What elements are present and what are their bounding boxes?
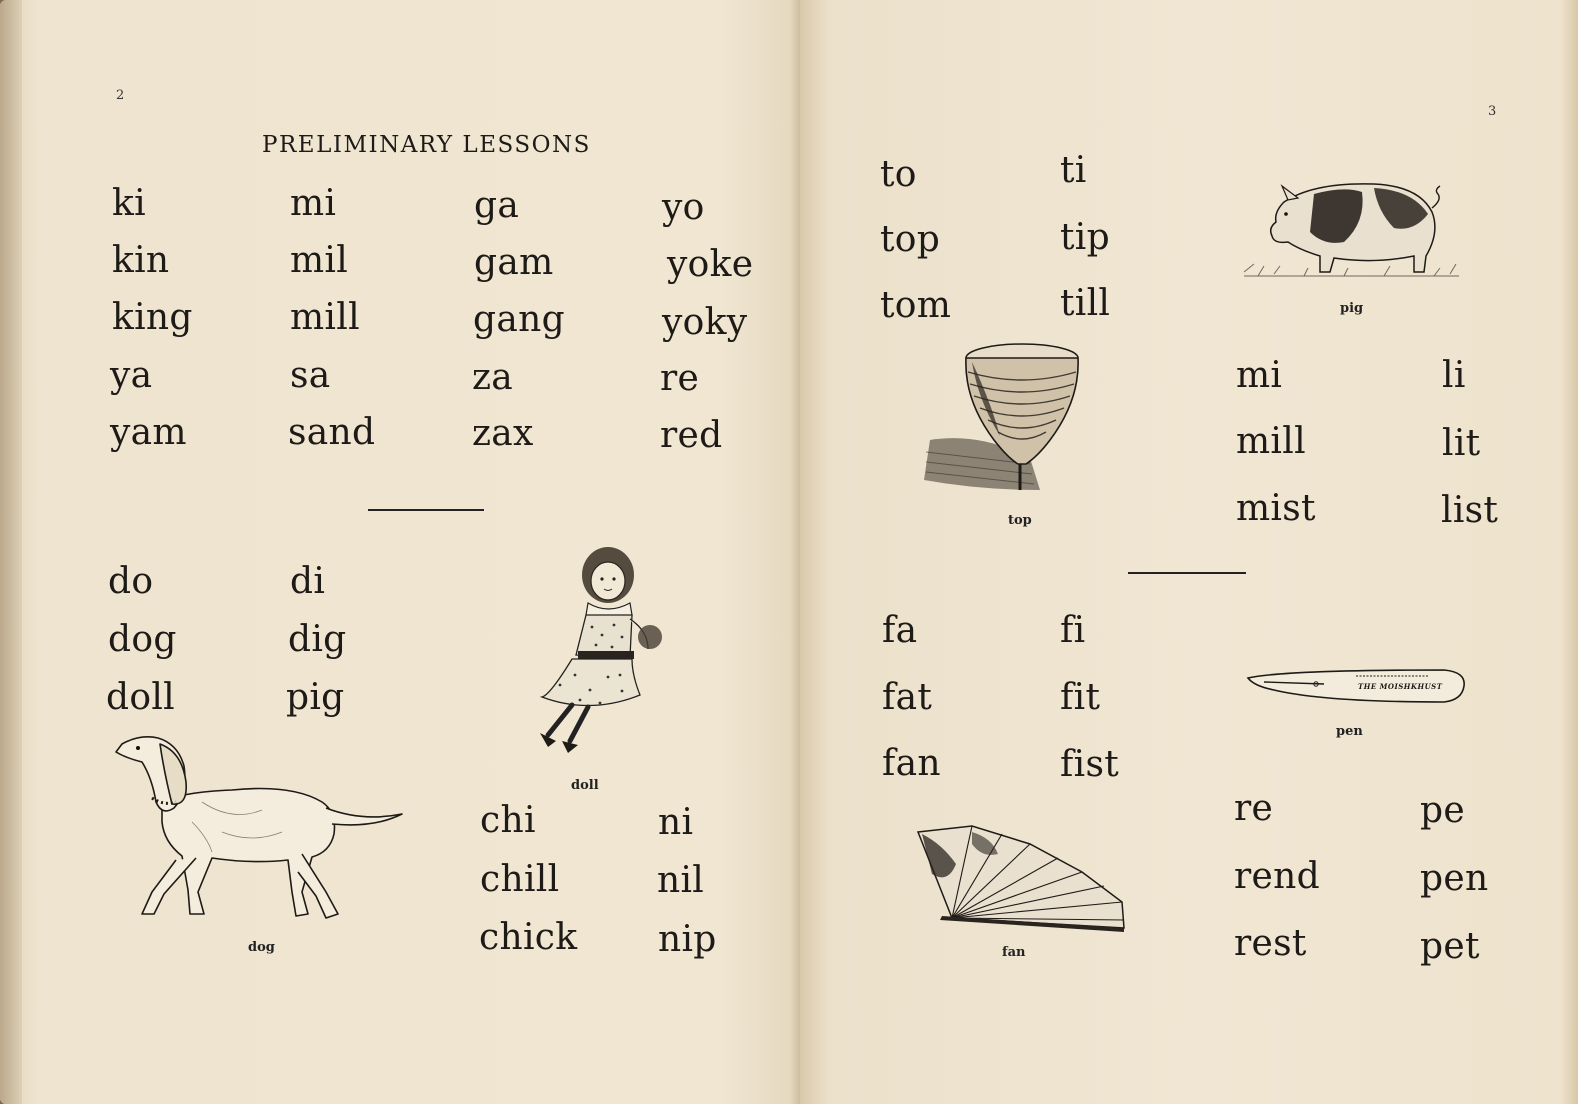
word: chill bbox=[480, 859, 560, 900]
word: till bbox=[1060, 283, 1111, 324]
word: tom bbox=[880, 285, 952, 326]
page-number-right: 3 bbox=[1488, 104, 1497, 119]
word: mi bbox=[290, 183, 337, 224]
word: pet bbox=[1420, 926, 1480, 967]
dog-illustration bbox=[112, 732, 412, 932]
word: mi bbox=[1236, 355, 1283, 396]
word: re bbox=[1234, 788, 1274, 829]
word: re bbox=[660, 358, 700, 399]
word: nip bbox=[658, 919, 717, 960]
word: pen bbox=[1420, 858, 1489, 899]
word: fan bbox=[882, 743, 941, 784]
fan-caption: fan bbox=[1002, 945, 1026, 960]
word: pe bbox=[1420, 790, 1465, 831]
word: sa bbox=[290, 355, 331, 396]
word: zax bbox=[472, 413, 534, 454]
word: doll bbox=[106, 677, 175, 718]
word: list bbox=[1441, 490, 1499, 531]
word: yoky bbox=[662, 302, 748, 343]
top-illustration bbox=[920, 340, 1120, 500]
word: fist bbox=[1060, 744, 1119, 785]
word: ga bbox=[474, 185, 520, 226]
word: yam bbox=[110, 412, 187, 453]
pig-caption: pig bbox=[1340, 301, 1364, 316]
word: nil bbox=[657, 860, 705, 901]
word: ki bbox=[112, 183, 146, 224]
fan-illustration bbox=[912, 824, 1132, 934]
word: mil bbox=[290, 240, 349, 281]
word: chick bbox=[479, 917, 578, 958]
word: dog bbox=[108, 619, 177, 660]
word: gam bbox=[474, 242, 554, 283]
word: do bbox=[108, 561, 154, 602]
pen-caption: pen bbox=[1336, 724, 1363, 739]
word: to bbox=[880, 154, 917, 195]
word: yoke bbox=[667, 244, 754, 285]
page-edge bbox=[0, 0, 22, 1104]
pig-illustration bbox=[1244, 172, 1464, 282]
word: chi bbox=[480, 800, 536, 841]
word: ni bbox=[658, 802, 694, 843]
word: ya bbox=[110, 355, 153, 396]
word: rend bbox=[1234, 856, 1320, 897]
word: gang bbox=[473, 299, 565, 340]
word: yo bbox=[662, 187, 705, 228]
page-heading: PRELIMINARY LESSONS bbox=[262, 132, 591, 158]
word: mill bbox=[290, 297, 360, 338]
word: kin bbox=[112, 240, 170, 281]
word: fit bbox=[1060, 677, 1101, 718]
word: ti bbox=[1060, 150, 1087, 191]
word: sand bbox=[288, 412, 376, 453]
doll-illustration bbox=[520, 545, 670, 765]
word: top bbox=[880, 219, 941, 260]
word: di bbox=[290, 561, 326, 602]
word: king bbox=[112, 297, 193, 338]
doll-caption: doll bbox=[571, 778, 599, 793]
right-page bbox=[800, 0, 1578, 1104]
page-number-left: 2 bbox=[116, 88, 125, 103]
dog-caption: dog bbox=[248, 940, 275, 955]
section-divider bbox=[368, 509, 484, 511]
word: za bbox=[472, 357, 514, 398]
word: fa bbox=[882, 610, 918, 651]
word: dig bbox=[288, 619, 347, 660]
word: tip bbox=[1060, 217, 1110, 258]
pen-inscription: THE MOISHKHUST bbox=[1358, 682, 1443, 691]
word: red bbox=[660, 415, 723, 456]
word: rest bbox=[1234, 923, 1307, 964]
word: lit bbox=[1442, 423, 1481, 464]
word: fat bbox=[882, 677, 933, 718]
word: pig bbox=[286, 677, 345, 718]
top-caption: top bbox=[1008, 513, 1032, 528]
word: li bbox=[1442, 355, 1466, 396]
section-divider bbox=[1128, 572, 1246, 574]
word: fi bbox=[1060, 610, 1086, 651]
word: mill bbox=[1236, 421, 1306, 462]
word: mist bbox=[1236, 488, 1316, 529]
